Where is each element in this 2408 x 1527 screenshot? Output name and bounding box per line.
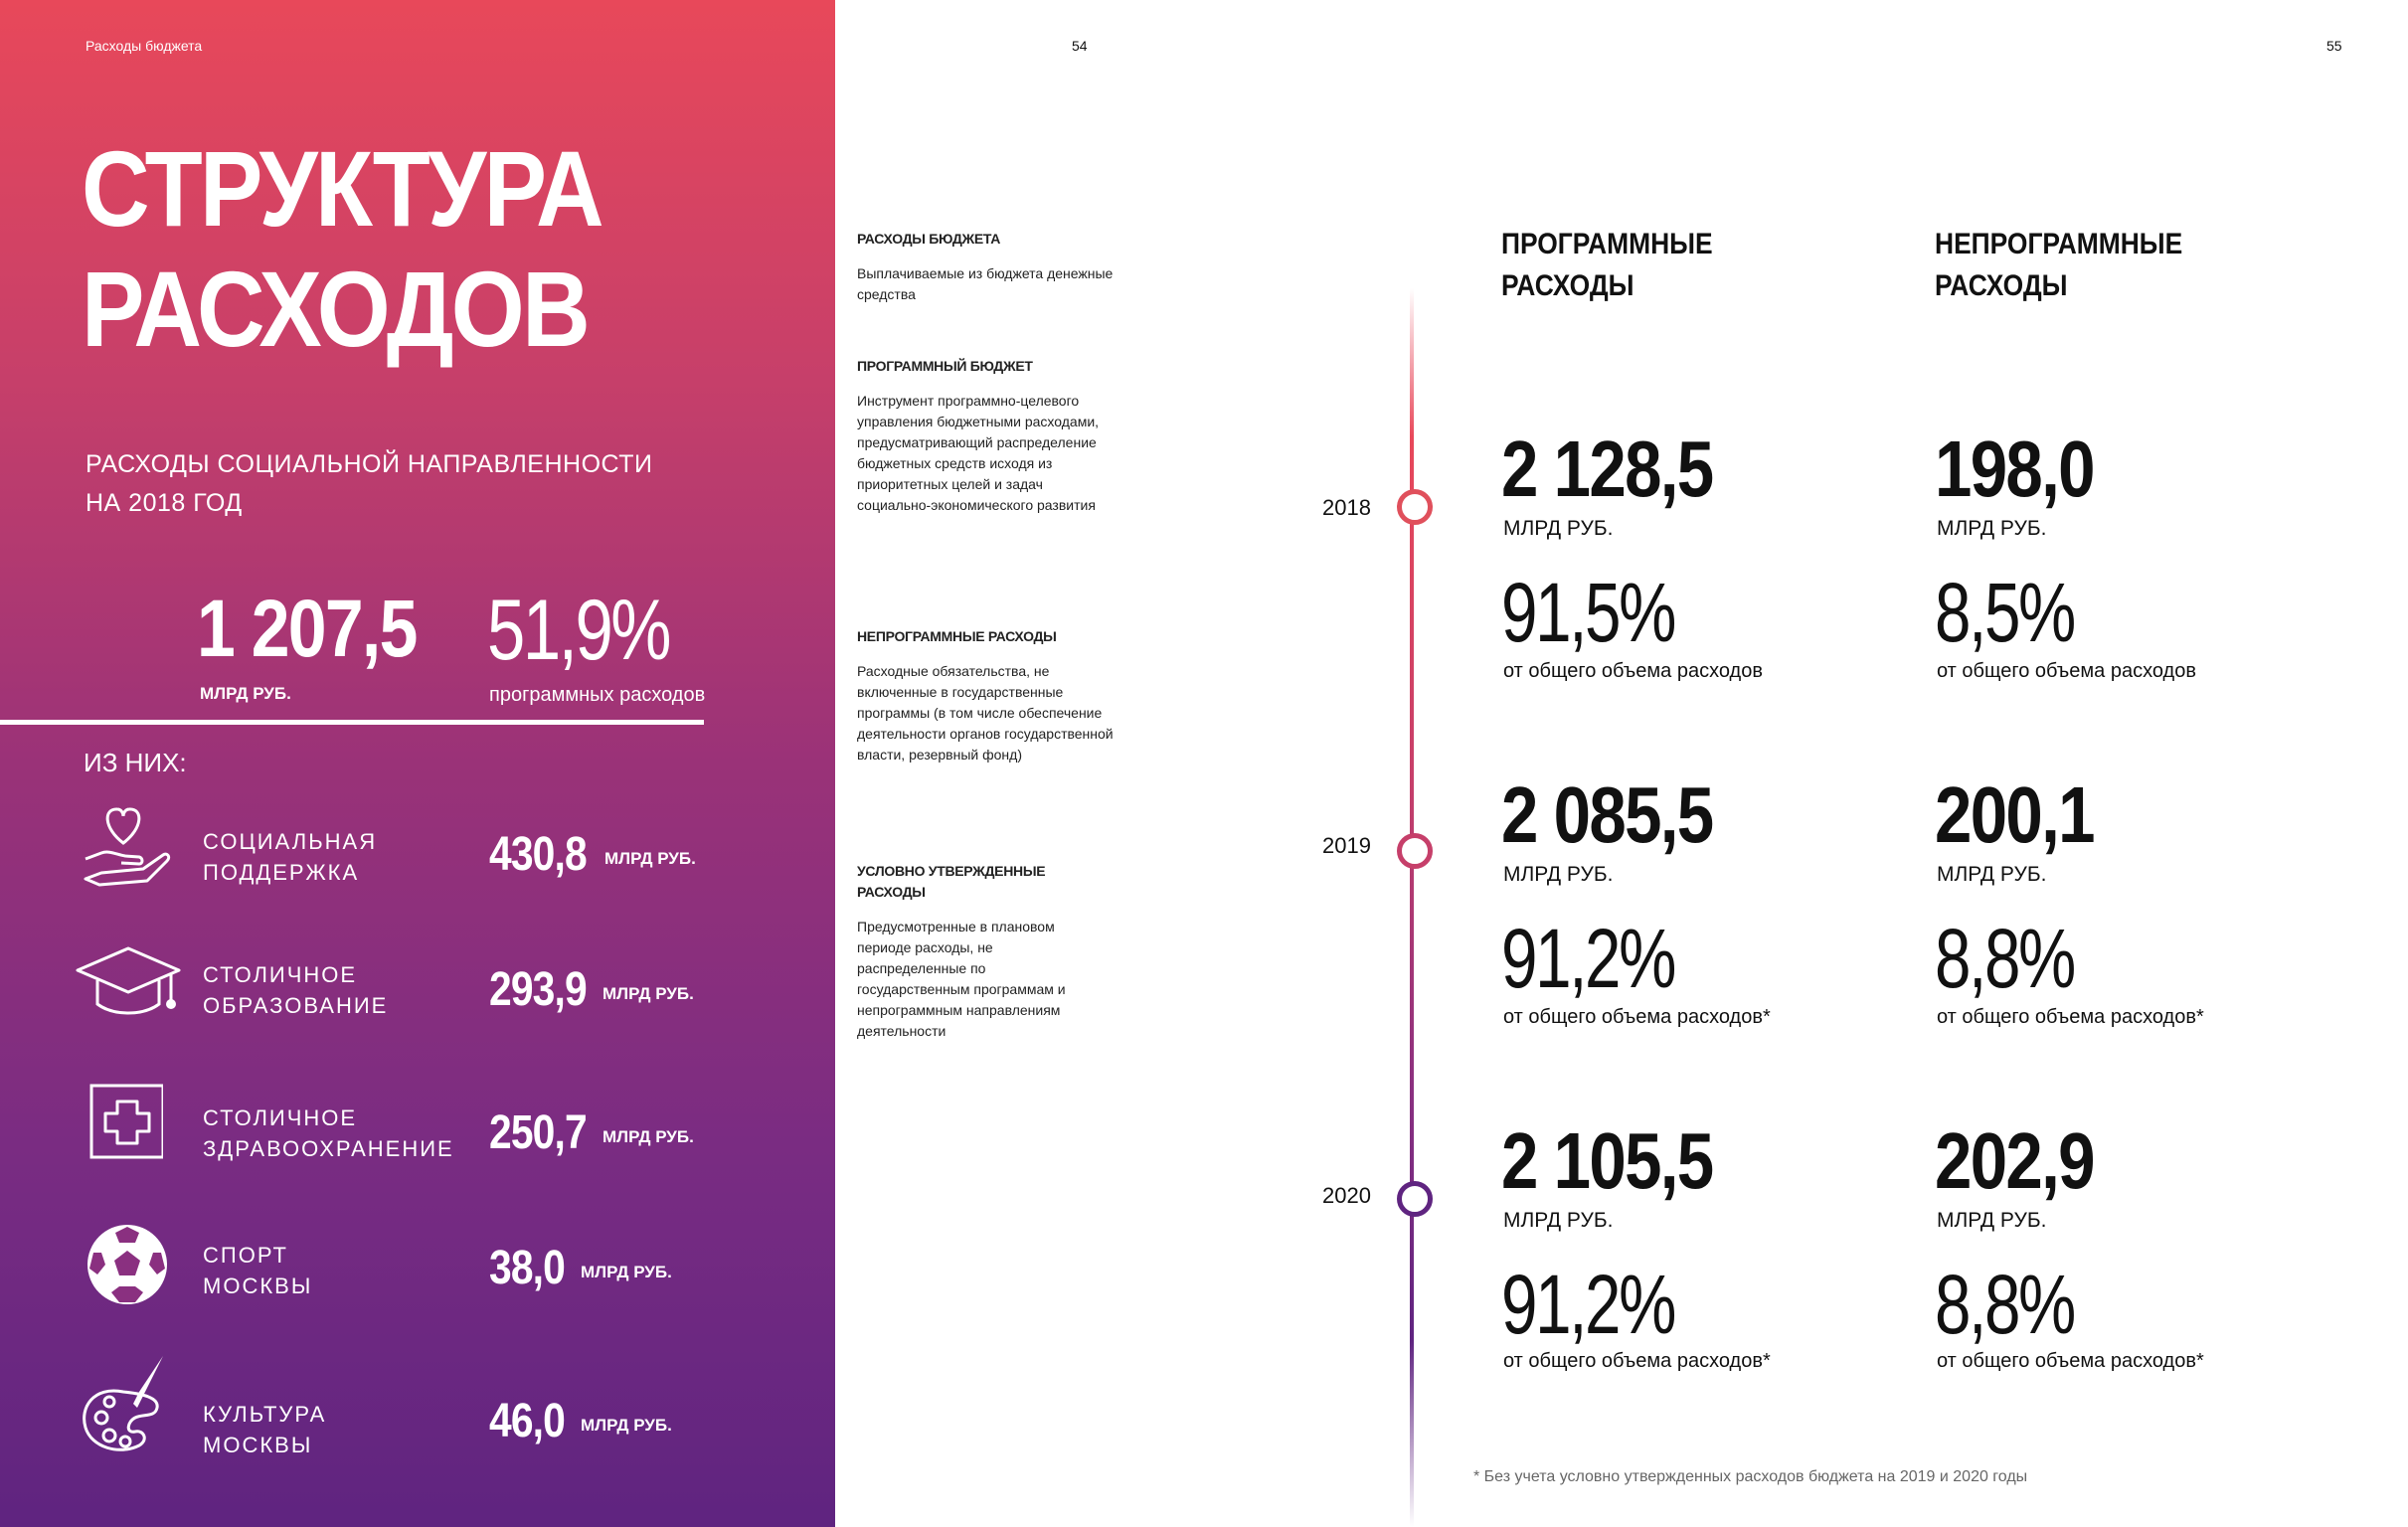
category-education bbox=[0, 942, 835, 1052]
timeline-dot-2020 bbox=[1397, 1181, 1433, 1217]
program-value: 2 128,5 bbox=[1501, 424, 1713, 513]
glossary-definition: Предусмотренные в плановом периоде расходы, не распределенные по государственным программам и непрограммным направлениям деятельности bbox=[857, 919, 1066, 1039]
nonprogram-value: 198,0 bbox=[1935, 424, 2094, 513]
graduation-cap-icon bbox=[74, 942, 183, 1022]
glossary-item bbox=[857, 626, 1116, 765]
year-label: 2019 bbox=[1322, 833, 1371, 858]
category-social-support bbox=[0, 803, 835, 913]
page-title bbox=[82, 129, 602, 370]
total-percent-caption: программных расходов bbox=[489, 684, 706, 706]
soccer-ball-icon bbox=[74, 1221, 173, 1320]
medical-cross-icon bbox=[74, 1082, 163, 1171]
paint-palette-icon bbox=[74, 1352, 173, 1461]
category-culture bbox=[0, 1352, 835, 1461]
total-value: 1 207,5 bbox=[197, 584, 417, 674]
total-percent: 51,9% bbox=[487, 583, 670, 678]
nonprogram-percent: 8,5% bbox=[1935, 566, 2074, 659]
program-percent: 91,2% bbox=[1501, 1258, 1675, 1351]
category-unit: МЛРД РУБ. bbox=[581, 1416, 672, 1435]
section-label: Расходы бюджета bbox=[86, 38, 203, 54]
nonprogram-caption: от общего объема расходов bbox=[1937, 660, 2196, 682]
subtitle-line: НА 2018 ГОД bbox=[86, 488, 243, 517]
glossary-definition: Инструмент программно-целевого управления бюджетными расходами, предусматривающий распределение бюджетных средств исходя из приоритетных целей и задач социально-экономического развития bbox=[857, 393, 1100, 513]
category-unit: МЛРД РУБ. bbox=[602, 984, 694, 1003]
category-value: 430,8 bbox=[489, 828, 587, 881]
program-value: 2 105,5 bbox=[1501, 1116, 1713, 1205]
program-caption: от общего объема расходов bbox=[1503, 660, 1763, 682]
nonprogram-caption: от общего объема расходов* bbox=[1937, 1006, 2204, 1028]
heart-hand-icon bbox=[74, 803, 173, 893]
timeline-dot-2018 bbox=[1397, 489, 1433, 525]
subtitle-line: РАСХОДЫ СОЦИАЛЬНОЙ НАПРАВЛЕННОСТИ bbox=[86, 450, 653, 478]
category-value: 38,0 bbox=[489, 1242, 566, 1294]
timeline-dot-2019 bbox=[1397, 833, 1433, 869]
category-unit: МЛРД РУБ. bbox=[604, 849, 696, 868]
program-percent: 91,5% bbox=[1501, 566, 1675, 659]
glossary-term: УСЛОВНО УТВЕРЖДЕННЫЕ РАСХОДЫ bbox=[857, 863, 1046, 900]
category-sport bbox=[0, 1221, 835, 1330]
program-unit: МЛРД РУБ. bbox=[1503, 863, 1614, 886]
divider bbox=[0, 720, 704, 725]
nonprogram-unit: МЛРД РУБ. bbox=[1937, 1209, 2047, 1232]
glossary-item bbox=[857, 356, 1116, 516]
glossary-item bbox=[857, 861, 1086, 1042]
page-number-left: 54 bbox=[1072, 38, 1088, 54]
nonprogram-unit: МЛРД РУБ. bbox=[1937, 863, 2047, 886]
glossary-definition: Расходные обязательства, не включенные в государственные программы (в том числе обеспечение деятельности органов государственной власти, резервный фонд) bbox=[857, 663, 1114, 763]
page-number-right: 55 bbox=[2326, 38, 2342, 54]
title-line: РАСХОДОВ bbox=[82, 248, 589, 369]
nonprogram-percent: 8,8% bbox=[1935, 912, 2074, 1005]
category-label: СПОРТ МОСКВЫ bbox=[203, 1243, 313, 1298]
title-line: СТРУКТУРА bbox=[82, 128, 602, 249]
category-unit: МЛРД РУБ. bbox=[602, 1127, 694, 1146]
program-unit: МЛРД РУБ. bbox=[1503, 517, 1614, 540]
nonprogram-unit: МЛРД РУБ. bbox=[1937, 517, 2047, 540]
nonprogram-value: 200,1 bbox=[1935, 770, 2094, 859]
nonprogram-percent: 8,8% bbox=[1935, 1258, 2074, 1351]
category-label: СТОЛИЧНОЕ ОБРАЗОВАНИЕ bbox=[203, 962, 389, 1018]
year-label: 2020 bbox=[1322, 1183, 1371, 1208]
nonprogram-value: 202,9 bbox=[1935, 1116, 2094, 1205]
footnote: * Без учета условно утвержденных расходов бюджета на 2019 и 2020 годы bbox=[1473, 1468, 2028, 1485]
category-unit: МЛРД РУБ. bbox=[581, 1263, 672, 1281]
category-label: КУЛЬТУРА МОСКВЫ bbox=[203, 1402, 327, 1457]
of-them-label: ИЗ НИХ: bbox=[84, 748, 187, 777]
glossary-term: ПРОГРАММНЫЙ БЮДЖЕТ bbox=[857, 358, 1033, 374]
subtitle bbox=[86, 445, 652, 523]
program-value: 2 085,5 bbox=[1501, 770, 1713, 859]
category-label: СОЦИАЛЬНАЯ ПОДДЕРЖКА bbox=[203, 829, 378, 885]
category-value: 293,9 bbox=[489, 963, 587, 1016]
category-healthcare bbox=[0, 1082, 835, 1191]
program-column-heading: ПРОГРАММНЫЕ РАСХОДЫ bbox=[1501, 228, 1713, 302]
program-caption: от общего объема расходов* bbox=[1503, 1006, 1771, 1028]
glossary-term: РАСХОДЫ БЮДЖЕТА bbox=[857, 231, 1001, 247]
glossary-term: НЕПРОГРАММНЫЕ РАСХОДЫ bbox=[857, 628, 1057, 644]
program-unit: МЛРД РУБ. bbox=[1503, 1209, 1614, 1232]
year-label: 2018 bbox=[1322, 495, 1371, 520]
category-value: 46,0 bbox=[489, 1395, 566, 1447]
program-caption: от общего объема расходов* bbox=[1503, 1350, 1771, 1372]
program-percent: 91,2% bbox=[1501, 912, 1675, 1005]
glossary-definition: Выплачиваемые из бюджета денежные средства bbox=[857, 265, 1114, 302]
timeline-line bbox=[1410, 288, 1414, 1527]
nonprogram-caption: от общего объема расходов* bbox=[1937, 1350, 2204, 1372]
glossary-item bbox=[857, 229, 1116, 305]
category-label: СТОЛИЧНОЕ ЗДРАВООХРАНЕНИЕ bbox=[203, 1105, 454, 1161]
total-unit: МЛРД РУБ. bbox=[200, 684, 291, 703]
nonprogram-column-heading: НЕПРОГРАММНЫЕ РАСХОДЫ bbox=[1935, 228, 2183, 302]
category-value: 250,7 bbox=[489, 1106, 587, 1159]
